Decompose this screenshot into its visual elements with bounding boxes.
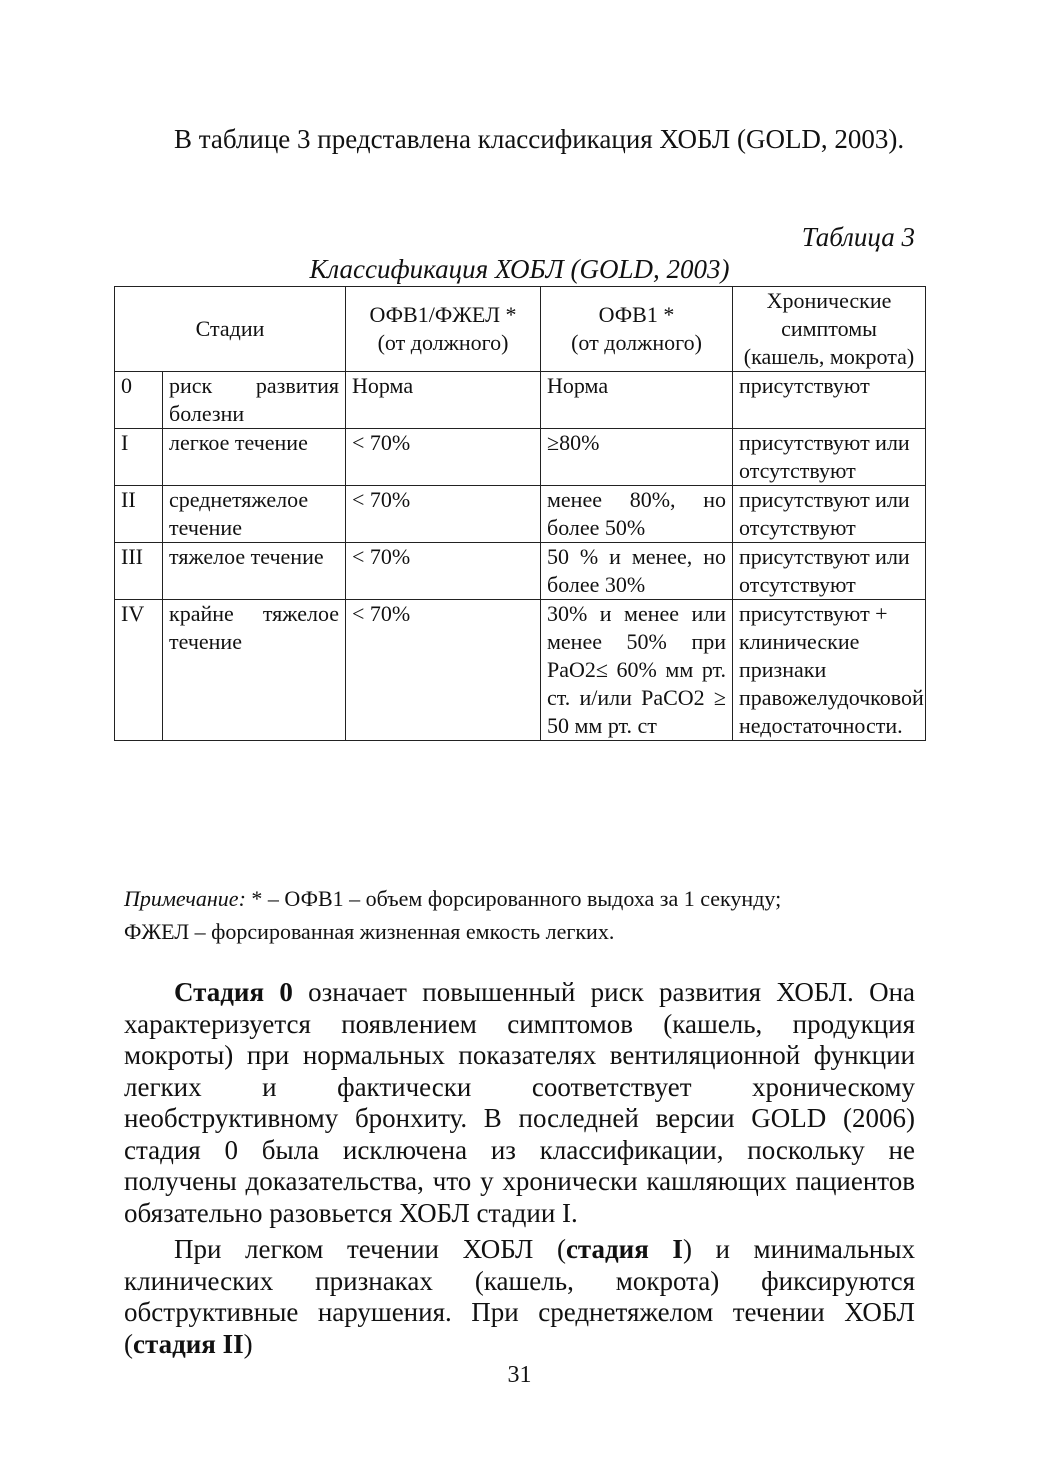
table-note xyxy=(124,882,924,948)
row-fev: менее 80%, но более 50% xyxy=(541,486,733,543)
paragraph-2-part-2: ) и минимальных клинических признаках (кашель, мокрота) фиксируются обструктивные нарушения. При среднетяжелом течении ХОБЛ ( xyxy=(124,1234,915,1359)
header-fev xyxy=(541,287,733,372)
header-fev-sub: (от должного) xyxy=(571,330,702,355)
row-fev: 50 % и менее, но более 30% xyxy=(541,543,733,600)
table-row xyxy=(115,429,926,486)
table-number: Таблица 3 xyxy=(801,222,915,252)
page-number: 31 xyxy=(507,1362,532,1388)
paragraph-stage-0-lead: Стадия 0 xyxy=(174,977,293,1007)
note-line-1 xyxy=(124,882,924,915)
row-stage-name: риск развития болезни xyxy=(163,372,346,429)
row-symptoms: присутствуют xyxy=(733,372,926,429)
row-symptoms: присутствуют или отсутствуют xyxy=(733,486,926,543)
table-title: Классификация ХОБЛ (GOLD, 2003) xyxy=(309,254,730,284)
paragraph-stage-0 xyxy=(124,977,915,1229)
table-row xyxy=(115,543,926,600)
table-row xyxy=(115,486,926,543)
row-stage-number: II xyxy=(115,486,163,543)
row-fev-fvc: Норма xyxy=(346,372,541,429)
row-stage-number: IV xyxy=(115,600,163,741)
row-fev-fvc: < 70% xyxy=(346,543,541,600)
paragraph-2-part-3: ) xyxy=(243,1328,253,1359)
row-stage-number: III xyxy=(115,543,163,600)
header-symptoms: Хронические симптомы (кашель, мокрота) xyxy=(733,287,926,372)
paragraph-stage-1-2 xyxy=(124,1234,915,1360)
row-stage-name: среднетяжелое течение xyxy=(163,486,346,543)
header-fev-label: ОФВ1 * xyxy=(598,302,675,327)
header-fev-fvc-label: ОФВ1/ФЖЕЛ * xyxy=(369,302,517,327)
row-stage-name: тяжелое течение xyxy=(163,543,346,600)
header-fev-fvc xyxy=(346,287,541,372)
row-fev: Норма xyxy=(541,372,733,429)
table-row xyxy=(115,372,926,429)
paragraph-2-part-1: При легком течении ХОБЛ ( xyxy=(174,1234,566,1264)
row-stage-number: I xyxy=(115,429,163,486)
note-text-1: * – ОФВ1 – объем форсированного выдоха за 1 секунду; xyxy=(251,886,782,911)
table-row xyxy=(115,600,926,741)
header-fev-fvc-sub: (от должного) xyxy=(377,330,509,355)
paragraph-2-bold-1: стадия I xyxy=(565,1234,683,1264)
row-fev-fvc: < 70% xyxy=(346,429,541,486)
row-stage-name: крайне тяжелое течение xyxy=(163,600,346,741)
row-symptoms: присутствуют или отсутствуют xyxy=(733,543,926,600)
intro-paragraph: В таблице 3 представлена классификация ХОБЛ (GOLD, 2003). xyxy=(174,124,905,154)
classification-table xyxy=(114,286,926,741)
header-stages: Стадии xyxy=(115,287,346,372)
row-symptoms: присутствуют + клинические признаки правожелудочковой недостаточности. xyxy=(733,600,926,741)
note-label: Примечание: xyxy=(124,886,246,911)
row-stage-name: легкое течение xyxy=(163,429,346,486)
row-fev-fvc: < 70% xyxy=(346,600,541,741)
paragraph-2-bold-2: стадия II xyxy=(133,1328,244,1359)
row-symptoms: присутствуют или отсутствуют xyxy=(733,429,926,486)
note-text-2: ФЖЕЛ – форсированная жизненная емкость легких. xyxy=(124,919,615,944)
paragraph-stage-0-text: означает повышенный риск развития ХОБЛ. Она характеризуется появлением симптомов (кашель, продукция мокроты) при нормальных показателях вентиляционной функции легких и фактически соответствует хроническому необструктивному бронхиту. В последней версии GOLD (2006) стадия 0 была исключена из классификации, поскольку не получены доказательства, что у хронически кашляющих пациентов обязательно разовьется ХОБЛ стадии I. xyxy=(124,977,915,1228)
row-fev-fvc: < 70% xyxy=(346,486,541,543)
row-stage-number: 0 xyxy=(115,372,163,429)
row-fev: 30% и менее или менее 50% при PaO2≤ 60% мм рт. ст. и/или PaCO2 ≥ 50 мм рт. ст xyxy=(541,600,733,741)
row-fev: ≥80% xyxy=(541,429,733,486)
table-header-row xyxy=(115,287,926,372)
